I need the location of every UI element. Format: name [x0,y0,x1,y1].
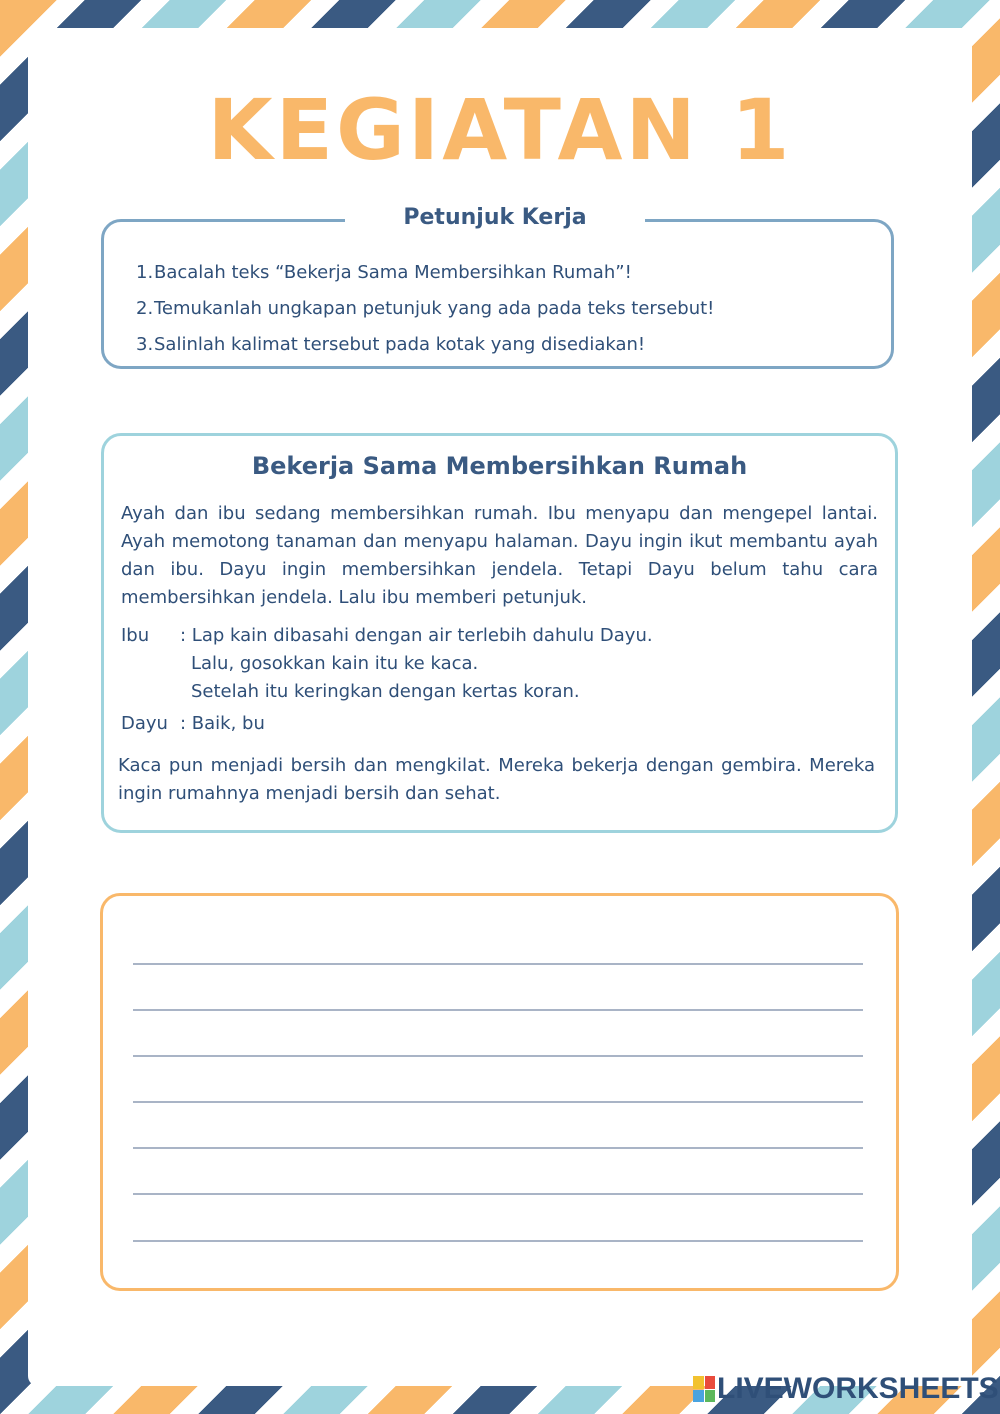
instruction-item: 2.Temukanlah ungkapan petunjuk yang ada pada teks tersebut! [136,298,715,319]
dialog-line: Lalu, gosokkan kain itu ke kaca. [191,653,479,674]
story-title: Bekerja Sama Membersihkan Rumah [251,452,748,480]
speaker-dayu: Dayu [121,713,168,734]
instruction-item: 3.Salinlah kalimat tersebut pada kotak yang disediakan! [136,334,646,355]
instructions-list [136,258,714,366]
speaker-ibu: Ibu [121,625,150,646]
liveworksheets-logo-icon [693,1376,715,1402]
answer-line[interactable] [133,1147,863,1149]
page-title: KEGIATAN 1 [207,81,793,179]
story-paragraph-1: Ayah dan ibu sedang membersihkan rumah. Ibu menyapu dan mengepel lantai. Ayah memotong tanaman dan menyapu halaman. Dayu ingin ikut membantu ayah dan ibu. Dayu ingin membersihkan jendela. Tetapi Dayu belum tahu cara membersihkan jendela. Lalu ibu memberi petunjuk. [121,503,878,608]
dialog-line: : Baik, bu [180,713,265,734]
instructions-heading: Petunjuk Kerja [345,203,645,233]
answer-line[interactable] [133,963,863,965]
story-paragraph-2: Kaca pun menjadi bersih dan mengkilat. Mereka bekerja dengan gembira. Mereka ingin rumahnya menjadi bersih dan sehat. [118,755,875,804]
answer-line[interactable] [133,1101,863,1103]
brand-text: LIVEWORKSHEETS [717,1372,999,1405]
answer-line[interactable] [133,1240,863,1242]
dialog-line: Setelah itu keringkan dengan kertas koran. [191,681,580,702]
answer-line[interactable] [133,1193,863,1195]
answer-box[interactable] [100,893,899,1291]
instruction-item: 1.Bacalah teks “Bekerja Sama Membersihkan Rumah”! [136,262,632,283]
dialog-line: : Lap kain dibasahi dengan air terlebih dahulu Dayu. [180,625,653,646]
answer-line[interactable] [133,1009,863,1011]
liveworksheets-brand [693,1373,999,1405]
answer-line[interactable] [133,1055,863,1057]
